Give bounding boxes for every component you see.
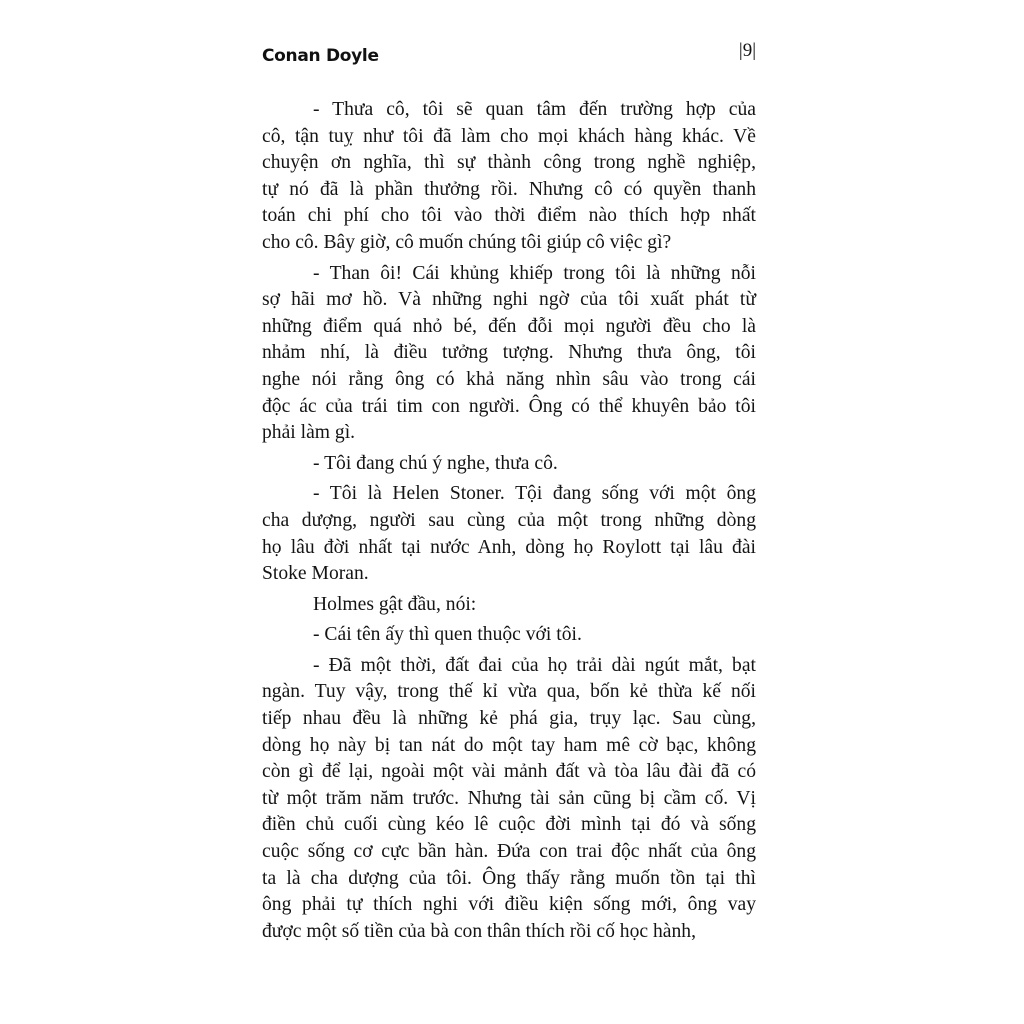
- text-line: nghe nói rằng ông có khả năng nhìn sâu vào trong cái: [262, 368, 756, 390]
- text-line: tiếp nhau đều là những kẻ phá gia, trụy lạc. Sau cùng,: [262, 708, 756, 730]
- page-number: |9|: [738, 40, 756, 61]
- text-line: độc ác của trái tim con người. Ông có thể khuyên bảo tôi: [262, 395, 756, 417]
- text-line: - Than ôi! Cái khủng khiếp trong tôi là những nỗi: [313, 262, 756, 284]
- book-page: [262, 40, 756, 942]
- text-line: sợ hãi mơ hồ. Và những nghi ngờ của tôi xuất phát từ: [262, 289, 756, 311]
- text-line: Stoke Moran.: [262, 563, 369, 585]
- text-line: cô, tận tuỵ như tôi đã làm cho mọi khách hàng khác. Về: [262, 125, 756, 147]
- text-line: họ lâu đời nhất tại nước Anh, dòng họ Roylott tại lâu đài: [262, 536, 756, 558]
- text-line: toán chi phí cho tôi vào thời điểm nào thích hợp nhất: [262, 205, 756, 227]
- text-line: - Cái tên ấy thì quen thuộc với tôi.: [313, 624, 582, 646]
- text-line: được một số tiền của bà con thân thích rồi cố học hành,: [262, 920, 696, 942]
- text-line: - Thưa cô, tôi sẽ quan tâm đến trường hợp của: [313, 99, 756, 120]
- paragraph: [262, 451, 756, 478]
- body-text: [262, 97, 756, 945]
- paragraph: [262, 97, 756, 257]
- text-line: ông phải tự thích nghi với điều kiện sống mới, ông vay: [262, 894, 756, 916]
- paragraph: [262, 653, 756, 946]
- text-line: điền chủ cuối cùng kéo lê cuộc đời mình tại đó và sống: [262, 814, 756, 836]
- text-line: cuộc sống cơ cực bần hàn. Đứa con trai độc nhất của ông: [262, 841, 756, 863]
- text-line: ta là cha dượng của tôi. Ông thấy rằng muốn tồn tại thì: [262, 867, 756, 889]
- text-line: chuyện ơn nghĩa, thì sự thành công trong nghề nghiệp,: [262, 152, 756, 174]
- text-line: ngàn. Tuy vậy, trong thế kỉ vừa qua, bốn kẻ thừa kế nối: [262, 681, 756, 703]
- text-line: từ một trăm năm trước. Nhưng tài sản cũng bị cầm cố. Vị: [262, 787, 756, 809]
- text-line: tự nó đã là phần thưởng rồi. Nhưng cô có quyền thanh: [262, 178, 756, 200]
- text-line: phải làm gì.: [262, 422, 356, 444]
- text-line: những điểm quá nhỏ bé, đến đỗi mọi người đều cho là: [262, 315, 756, 337]
- text-line: cha dượng, người sau cùng của một trong những dòng: [262, 509, 756, 531]
- paragraph: [262, 261, 756, 447]
- paragraph: [262, 622, 756, 649]
- text-line: còn gì để lại, ngoài một vài mảnh đất và tòa lâu đài đã có: [262, 761, 756, 783]
- text-line: - Đã một thời, đất đai của họ trải dài ngút mắt, bạt: [313, 654, 756, 676]
- paragraph: [262, 592, 756, 619]
- text-line: dòng họ này bị tan nát do một tay ham mê cờ bạc, không: [262, 734, 756, 756]
- text-line: Holmes gật đầu, nói:: [313, 593, 477, 615]
- running-header: [262, 40, 756, 90]
- running-header-author: Conan Doyle: [262, 46, 379, 66]
- text-line: - Tôi là Helen Stoner. Tội đang sống với một ông: [313, 483, 756, 505]
- text-line: - Tôi đang chú ý nghe, thưa cô.: [313, 452, 558, 474]
- text-line: nhảm nhí, là điều tưởng tượng. Nhưng thưa ông, tôi: [262, 342, 756, 364]
- paragraph: [262, 481, 756, 587]
- text-line: cho cô. Bây giờ, cô muốn chúng tôi giúp cô việc gì?: [262, 231, 672, 253]
